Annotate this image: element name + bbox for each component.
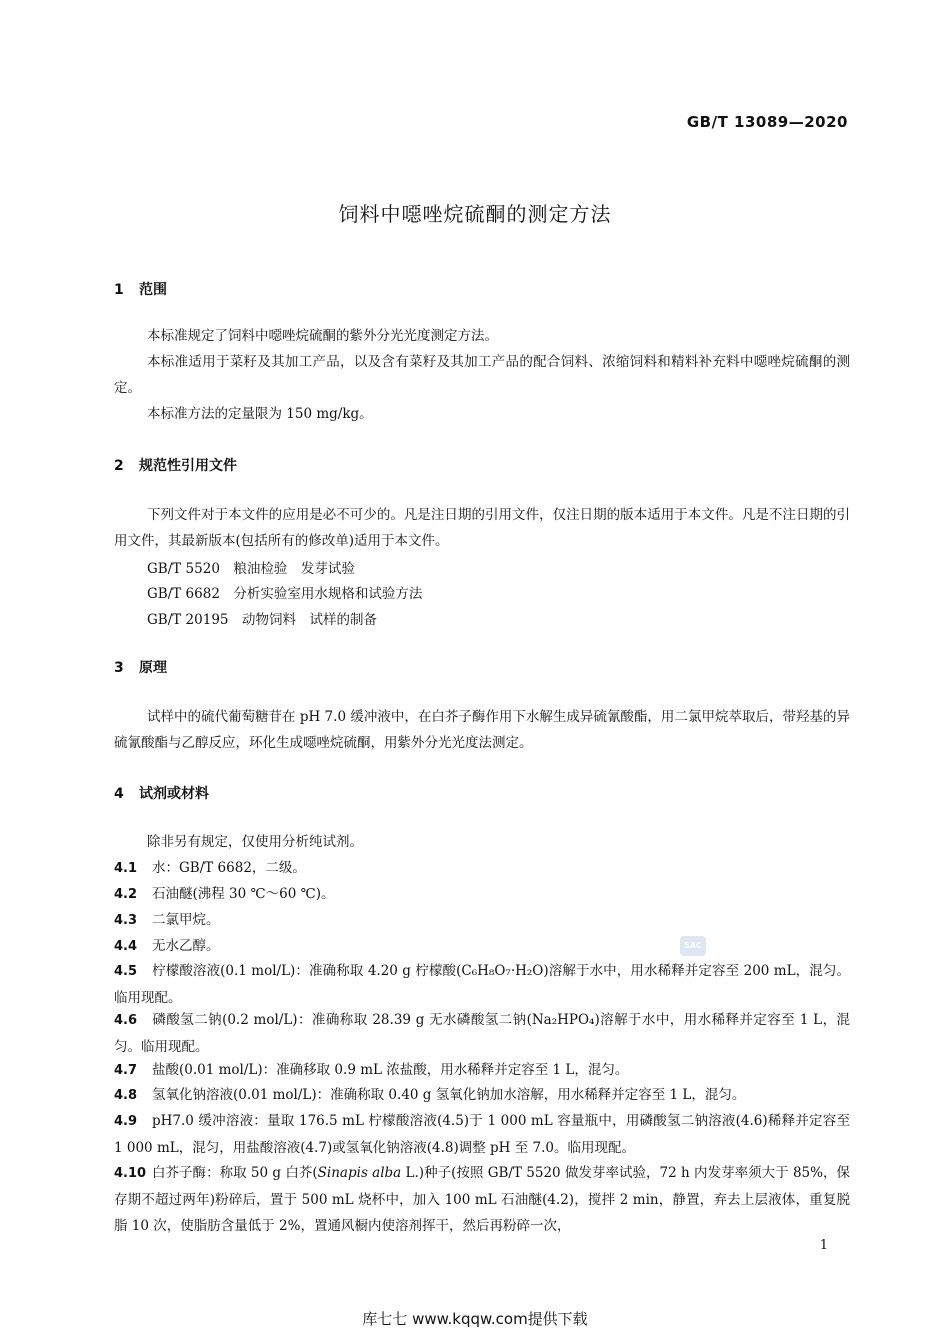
item-text: 柠檬酸溶液(0.1 mol/L)：准确称取 4.20 g 柠檬酸(C₆H₈O₇·H₂O)溶解于水中，用水稀释并定容至 200 mL，混匀。临用现配。 <box>114 963 850 1006</box>
standard-code: GB/T 13089—2020 <box>686 113 848 131</box>
paragraph: 本标准规定了饲料中噁唑烷硫酮的紫外分光光度测定方法。 <box>147 328 498 344</box>
paragraph: 试样中的硫代葡萄糖苷在 pH 7.0 缓冲液中，在白芥子酶作用下水解生成异硫氰酸酯，用二氯甲烷萃取后，带羟基的异硫氰酸酯与乙醇反应，环化生成噁唑烷硫酮，用紫外分光光度法测定。 <box>114 709 850 751</box>
footer-download-text: 库七七 www.kqqw.com提供下载 <box>362 1310 588 1328</box>
section-number: 2 <box>114 458 124 474</box>
list-item <box>114 881 850 908</box>
section-1-heading <box>114 279 167 299</box>
item-number: 4.5 <box>114 964 138 979</box>
document-title: 饲料中噁唑烷硫酮的测定方法 <box>338 202 612 226</box>
reference-item: GB/T 20195 动物饲料 试样的制备 <box>147 612 377 628</box>
list-item <box>114 1007 850 1060</box>
list-item <box>114 907 850 934</box>
item-text: 磷酸氢二钠(0.2 mol/L)：准确称取 28.39 g 无水磷酸氢二钠(Na₂HPO₄)溶解于水中，用水稀释并定容至 1 L，混匀。临用现配。 <box>114 1012 850 1055</box>
section-number: 3 <box>114 660 124 676</box>
item-number: 4.2 <box>114 887 138 902</box>
paragraph: 本标准适用于菜籽及其加工产品，以及含有菜籽及其加工产品的配合饲料、浓缩饲料和精料补充料中噁唑烷硫酮的测定。 <box>114 354 850 396</box>
list-item <box>114 1108 850 1161</box>
list-item <box>114 933 850 960</box>
item-text-after: L.)种子(按照 GB/T 5520 做发芽率试验，72 h 内发芽率须大于 85%，保存期不超过两年)粉碎后，置于 500 mL 烧杯中，加入 100 mL 石油醚(4.2)，搅拌 2 min，静置，弃去上层液体，重复脱脂 10 次，使脂肪含量低于 2%，置通风橱内使溶剂挥干，然后再粉碎一次， <box>114 1165 850 1234</box>
section-2-heading <box>114 455 237 475</box>
section-number: 4 <box>114 786 124 802</box>
section-title: 范围 <box>139 282 167 298</box>
reference-item: GB/T 6682 分析实验室用水规格和试验方法 <box>147 586 423 602</box>
item-number: 4.8 <box>114 1088 138 1103</box>
section-number: 1 <box>114 282 124 298</box>
item-number: 4.10 <box>114 1166 147 1181</box>
list-item <box>114 1160 850 1239</box>
item-number: 4.3 <box>114 913 138 928</box>
item-number: 4.1 <box>114 861 138 876</box>
item-text-italic: Sinapis alba <box>317 1165 402 1181</box>
item-number: 4.6 <box>114 1013 138 1028</box>
paragraph: 本标准方法的定量限为 150 mg/kg。 <box>147 406 373 422</box>
list-item <box>114 855 850 882</box>
section-title: 试剂或材料 <box>139 786 209 802</box>
item-text: 石油醚(沸程 30 ℃～60 ℃)。 <box>152 886 335 902</box>
list-item <box>114 958 850 1011</box>
item-text-before: 白芥子酶：称取 50 g 白芥( <box>152 1165 318 1181</box>
item-number: 4.4 <box>114 939 138 954</box>
item-text: 水：GB/T 6682，二级。 <box>152 860 306 876</box>
paragraph: 除非另有规定，仅使用分析纯试剂。 <box>147 834 363 850</box>
paragraph: 下列文件对于本文件的应用是必不可少的。凡是注日期的引用文件，仅注日期的版本适用于本文件。凡是不注日期的引用文件，其最新版本(包括所有的修改单)适用于本文件。 <box>114 507 850 549</box>
item-number: 4.7 <box>114 1063 138 1078</box>
item-text: 盐酸(0.01 mol/L)：准确移取 0.9 mL 浓盐酸，用水稀释并定容至 1 L，混匀。 <box>152 1062 629 1078</box>
reference-item: GB/T 5520 粮油检验 发芽试验 <box>147 561 355 577</box>
page-number: 1 <box>819 1238 828 1253</box>
item-text: 氢氧化钠溶液(0.01 mol/L)：准确称取 0.40 g 氢氧化钠加水溶解，用水稀释并定容至 1 L，混匀。 <box>152 1087 746 1103</box>
section-3-heading <box>114 657 167 677</box>
item-number: 4.9 <box>114 1114 138 1129</box>
item-text: 二氯甲烷。 <box>152 912 220 928</box>
sac-stamp: SAC <box>680 936 706 956</box>
item-text: 无水乙醇。 <box>152 938 220 954</box>
section-title: 原理 <box>139 660 167 676</box>
item-text: pH7.0 缓冲溶液：量取 176.5 mL 柠檬酸溶液(4.5)于 1 000 mL 容量瓶中，用磷酸氢二钠溶液(4.6)稀释并定容至 1 000 mL，混匀，用盐酸溶液(4.7)或氢氧化钠溶液(4.8)调整 pH 至 7.0。临用现配。 <box>114 1113 850 1156</box>
list-item <box>114 1082 850 1109</box>
section-4-heading <box>114 783 209 803</box>
section-title: 规范性引用文件 <box>139 458 237 474</box>
list-item <box>114 1057 850 1084</box>
